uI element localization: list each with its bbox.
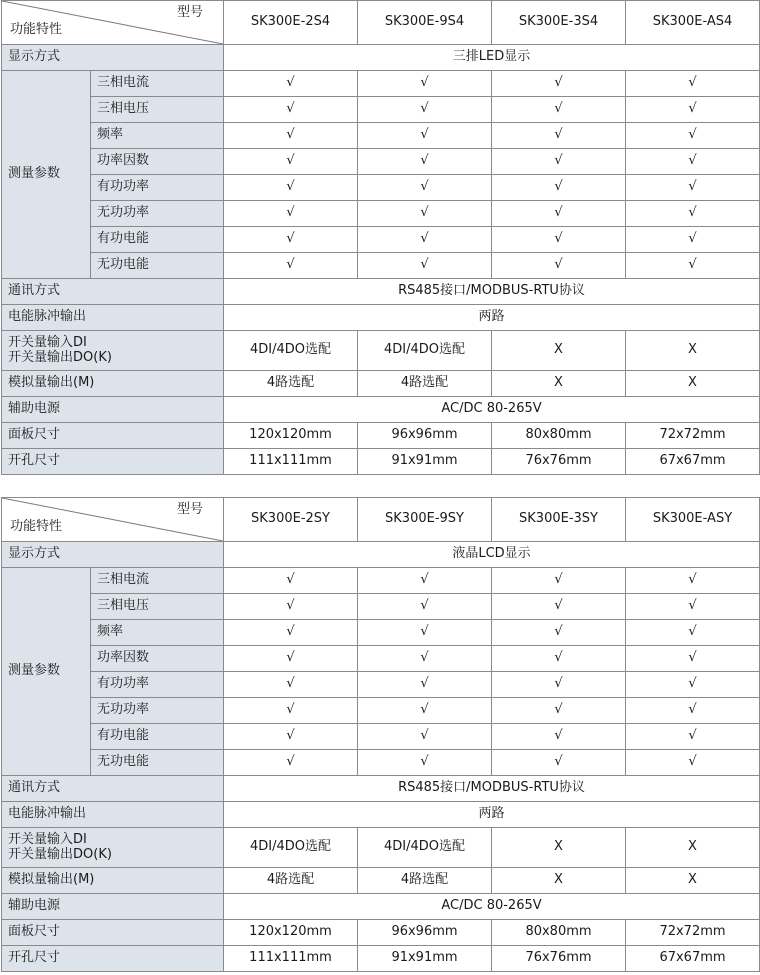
aux-label: 辅助电源 [2, 894, 224, 920]
panel-value: 80x80mm [492, 423, 626, 449]
check-mark: √ [358, 698, 492, 724]
panel-value: 72x72mm [626, 920, 760, 946]
model-name: SK300E-ASY [626, 498, 760, 542]
comm-label: 通讯方式 [2, 279, 224, 305]
io-value: X [626, 331, 760, 371]
model-header-row [2, 498, 760, 542]
check-mark: √ [224, 620, 358, 646]
display-label: 显示方式 [2, 542, 224, 568]
display-row [2, 542, 760, 568]
analog-value: X [492, 868, 626, 894]
measure-item-label: 有功电能 [91, 227, 224, 253]
check-mark: √ [492, 175, 626, 201]
io-value: 4DI/4DO选配 [224, 828, 358, 868]
cutout-value: 67x67mm [626, 946, 760, 972]
measure-row [2, 698, 760, 724]
check-mark: √ [224, 646, 358, 672]
measure-row [2, 646, 760, 672]
check-mark: √ [224, 149, 358, 175]
display-row [2, 45, 760, 71]
measure-item-label: 有功电能 [91, 724, 224, 750]
check-mark: √ [492, 149, 626, 175]
aux-value: AC/DC 80-265V [224, 894, 760, 920]
model-name: SK300E-2SY [224, 498, 358, 542]
check-mark: √ [224, 253, 358, 279]
measure-group-label: 测量参数 [2, 71, 91, 279]
measure-item-label: 频率 [91, 123, 224, 149]
corner-feature-label: 功能特性 [10, 22, 63, 38]
io-row [2, 331, 760, 371]
measure-row [2, 227, 760, 253]
check-mark: √ [492, 698, 626, 724]
measure-item-label: 三相电压 [91, 97, 224, 123]
io-label-line1: 开关量输入DI [8, 334, 87, 350]
check-mark: √ [492, 201, 626, 227]
measure-item-label: 有功功率 [91, 175, 224, 201]
check-mark: √ [492, 227, 626, 253]
spec-table [1, 0, 760, 475]
measure-item-label: 无功电能 [91, 750, 224, 776]
measure-item-label: 无功电能 [91, 253, 224, 279]
measure-row [2, 594, 760, 620]
check-mark: √ [358, 620, 492, 646]
check-mark: √ [492, 594, 626, 620]
measure-item-label: 频率 [91, 620, 224, 646]
check-mark: √ [358, 724, 492, 750]
check-mark: √ [492, 123, 626, 149]
check-mark: √ [358, 568, 492, 594]
check-mark: √ [492, 97, 626, 123]
check-mark: √ [626, 253, 760, 279]
corner-model-label: 型号 [176, 5, 203, 20]
measure-row [2, 672, 760, 698]
io-label-line2: 开关量输出DO(K) [8, 349, 112, 365]
measure-item-label: 功率因数 [91, 149, 224, 175]
check-mark: √ [626, 227, 760, 253]
check-mark: √ [626, 646, 760, 672]
check-mark: √ [358, 253, 492, 279]
panel-label: 面板尺寸 [2, 423, 224, 449]
aux-row [2, 894, 760, 920]
io-value: 4DI/4DO选配 [358, 331, 492, 371]
check-mark: √ [224, 750, 358, 776]
cutout-row [2, 449, 760, 475]
measure-row [2, 175, 760, 201]
panel-value: 80x80mm [492, 920, 626, 946]
comm-label: 通讯方式 [2, 776, 224, 802]
measure-row [2, 620, 760, 646]
check-mark: √ [358, 175, 492, 201]
check-mark: √ [626, 123, 760, 149]
check-mark: √ [224, 672, 358, 698]
model-name: SK300E-3S4 [492, 1, 626, 45]
cutout-value: 111x111mm [224, 946, 358, 972]
panel-value: 96x96mm [358, 423, 492, 449]
measure-row [2, 724, 760, 750]
analog-row [2, 371, 760, 397]
check-mark: √ [626, 750, 760, 776]
io-row [2, 828, 760, 868]
panel-row [2, 423, 760, 449]
measure-item-label: 三相电流 [91, 568, 224, 594]
check-mark: √ [626, 620, 760, 646]
measure-row [2, 97, 760, 123]
measure-row [2, 750, 760, 776]
check-mark: √ [492, 750, 626, 776]
check-mark: √ [626, 568, 760, 594]
corner-header-cell [2, 1, 224, 45]
display-value: 三排LED显示 [224, 45, 760, 71]
comm-row [2, 279, 760, 305]
check-mark: √ [224, 724, 358, 750]
model-name: SK300E-9S4 [358, 1, 492, 45]
comm-value: RS485接口/MODBUS-RTU协议 [224, 279, 760, 305]
check-mark: √ [626, 149, 760, 175]
measure-row [2, 149, 760, 175]
io-label-line1: 开关量输入DI [8, 831, 87, 847]
measure-row [2, 568, 760, 594]
check-mark: √ [224, 568, 358, 594]
check-mark: √ [224, 123, 358, 149]
measure-rows [2, 568, 760, 776]
pulse-value: 两路 [224, 305, 760, 331]
measure-row [2, 253, 760, 279]
measure-item-label: 无功功率 [91, 698, 224, 724]
measure-item-label: 有功功率 [91, 672, 224, 698]
pulse-value: 两路 [224, 802, 760, 828]
model-name: SK300E-3SY [492, 498, 626, 542]
io-label-line2: 开关量输出DO(K) [8, 846, 112, 862]
measure-item-label: 功率因数 [91, 646, 224, 672]
io-value: X [492, 331, 626, 371]
measure-row [2, 123, 760, 149]
io-value: 4DI/4DO选配 [224, 331, 358, 371]
panel-label: 面板尺寸 [2, 920, 224, 946]
model-name: SK300E-9SY [358, 498, 492, 542]
corner-model-label: 型号 [176, 502, 203, 517]
check-mark: √ [358, 750, 492, 776]
analog-value: X [626, 371, 760, 397]
measure-rows [2, 71, 760, 279]
comm-value: RS485接口/MODBUS-RTU协议 [224, 776, 760, 802]
check-mark: √ [492, 646, 626, 672]
panel-value: 120x120mm [224, 423, 358, 449]
analog-value: 4路选配 [358, 371, 492, 397]
analog-value: 4路选配 [224, 371, 358, 397]
spec-table [1, 497, 760, 972]
check-mark: √ [492, 253, 626, 279]
cutout-value: 111x111mm [224, 449, 358, 475]
aux-value: AC/DC 80-265V [224, 397, 760, 423]
check-mark: √ [224, 201, 358, 227]
analog-row [2, 868, 760, 894]
check-mark: √ [358, 201, 492, 227]
pulse-label: 电能脉冲输出 [2, 305, 224, 331]
io-value: X [626, 828, 760, 868]
model-header-row [2, 1, 760, 45]
check-mark: √ [492, 620, 626, 646]
check-mark: √ [358, 646, 492, 672]
io-value: X [492, 828, 626, 868]
cutout-label: 开孔尺寸 [2, 449, 224, 475]
panel-value: 120x120mm [224, 920, 358, 946]
check-mark: √ [626, 71, 760, 97]
panel-row [2, 920, 760, 946]
model-name: SK300E-2S4 [224, 1, 358, 45]
check-mark: √ [492, 672, 626, 698]
measure-group-label: 测量参数 [2, 568, 91, 776]
analog-value: 4路选配 [358, 868, 492, 894]
check-mark: √ [224, 594, 358, 620]
check-mark: √ [626, 698, 760, 724]
check-mark: √ [358, 97, 492, 123]
measure-item-label: 无功功率 [91, 201, 224, 227]
check-mark: √ [358, 123, 492, 149]
check-mark: √ [492, 71, 626, 97]
check-mark: √ [626, 97, 760, 123]
pulse-label: 电能脉冲输出 [2, 802, 224, 828]
cutout-value: 76x76mm [492, 946, 626, 972]
pulse-row [2, 305, 760, 331]
measure-row [2, 71, 760, 97]
check-mark: √ [224, 227, 358, 253]
cutout-value: 91x91mm [358, 946, 492, 972]
corner-header-cell [2, 498, 224, 542]
panel-value: 72x72mm [626, 423, 760, 449]
table-gap [0, 475, 760, 497]
io-label [2, 828, 224, 868]
io-value: 4DI/4DO选配 [358, 828, 492, 868]
pulse-row [2, 802, 760, 828]
check-mark: √ [358, 71, 492, 97]
check-mark: √ [358, 149, 492, 175]
display-label: 显示方式 [2, 45, 224, 71]
analog-value: X [626, 868, 760, 894]
cutout-value: 76x76mm [492, 449, 626, 475]
check-mark: √ [626, 724, 760, 750]
comm-row [2, 776, 760, 802]
check-mark: √ [224, 71, 358, 97]
check-mark: √ [626, 672, 760, 698]
check-mark: √ [224, 97, 358, 123]
measure-item-label: 三相电压 [91, 594, 224, 620]
check-mark: √ [492, 724, 626, 750]
cutout-value: 67x67mm [626, 449, 760, 475]
display-value: 液晶LCD显示 [224, 542, 760, 568]
corner-feature-label: 功能特性 [10, 519, 63, 535]
check-mark: √ [358, 672, 492, 698]
check-mark: √ [224, 175, 358, 201]
check-mark: √ [224, 698, 358, 724]
aux-label: 辅助电源 [2, 397, 224, 423]
model-name: SK300E-AS4 [626, 1, 760, 45]
check-mark: √ [492, 568, 626, 594]
cutout-row [2, 946, 760, 972]
check-mark: √ [626, 594, 760, 620]
analog-value: 4路选配 [224, 868, 358, 894]
check-mark: √ [626, 175, 760, 201]
check-mark: √ [626, 201, 760, 227]
analog-label: 模拟量输出(M) [2, 868, 224, 894]
cutout-value: 91x91mm [358, 449, 492, 475]
check-mark: √ [358, 594, 492, 620]
measure-row [2, 201, 760, 227]
measure-item-label: 三相电流 [91, 71, 224, 97]
check-mark: √ [358, 227, 492, 253]
analog-value: X [492, 371, 626, 397]
cutout-label: 开孔尺寸 [2, 946, 224, 972]
io-label [2, 331, 224, 371]
analog-label: 模拟量输出(M) [2, 371, 224, 397]
panel-value: 96x96mm [358, 920, 492, 946]
aux-row [2, 397, 760, 423]
